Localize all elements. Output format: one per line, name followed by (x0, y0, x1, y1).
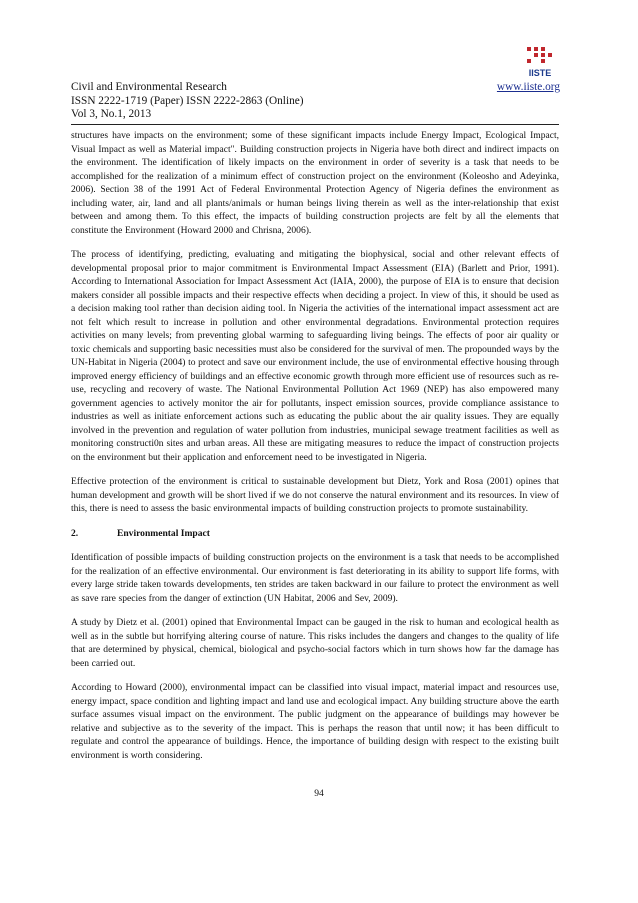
body-paragraph: Effective protection of the environment is critical to sustainable development but Dietz, York and Rosa (2001) opines that human development and growth will be short lived if we do not conserve the natural environment and its resources. In view of this, there is need to assess the basic environmental impacts of building construction projects to promote sustainability. (71, 476, 559, 514)
page-header (71, 81, 568, 122)
issn-line: ISSN 2222-1719 (Paper) ISSN 2222-2863 (Online) (71, 94, 304, 107)
iiste-logo-icon (523, 45, 557, 79)
section-heading (71, 527, 559, 541)
body-paragraph: Identification of possible impacts of building construction projects on the environment is a task that needs to be accomplished for the realization of an effective environmental. Our environment is fast deteriorating in its ability to support life forms, with every large stride taken towards developments, ten strides are taken backward in our failure to protect the environment as well as save rare species from the danger of extinction (UN Habitat, 2006 and Sev, 2009). (71, 552, 559, 604)
journal-title: Civil and Environmental Research (71, 81, 227, 93)
body-paragraph: According to Howard (2000), environmental impact can be classified into visual impact, material impact and resources use, energy impact, space condition and lighting impact and land use and ecological impact. Any building structure above the earth surface assumes visual impact on the environment. The public judgment on the appearance of buildings may however be relative and subjective as to the severity of the impact. This is perhaps the reason that until now; it has been difficult to regulate and control the appearance of buildings. Hence, the importance of building design with respect to the existing built environment is worth considering. (71, 682, 559, 761)
body-paragraph: structures have impacts on the environment; some of these significant impacts include Energy Impact, Ecological Impact, Visual Impact as well as Material impact". Building construction projects in Nigeria have both direct and indirect impacts on the environment. The identification of likely impacts on the environment in order of severity is a task that needs to be accomplished for the realization of a minimum effect of construction project on the environment (Koleosho and Adeyinka, 2006). Section 38 of the 1991 Act of Federal Environmental Protection Agency of Nigeria defines the environment as including water, air, land and all plants/animals or human beings living therein as well as the inter-relationship that exist between and among them. To this effect, the impacts of building construction projects are felt by all the elements that constitute the Environment (Howard 2000 and Chrisna, 2006). (71, 130, 559, 236)
body-paragraph: A study by Dietz et al. (2001) opined that Environmental Impact can be gauged in the risk to human and ecological health as well as in the subtle but horrifying altering course of nature. This risks includes the dangers and changes to the quality of life that are determined by physical, chemical, biological and psycho-social factors which in turn shows how far the damage has been carried out. (71, 617, 559, 669)
header-rule (71, 124, 559, 125)
logo-text: IISTE (528, 68, 552, 78)
article-body (71, 129, 559, 773)
volume-line: Vol 3, No.1, 2013 (71, 108, 152, 121)
body-paragraph: The process of identifying, predicting, evaluating and mitigating the biophysical, social and other relevant effects of developmental proposal prior to major commitment is Environmental Impact Assessment (EIA) (Barlett and Prior, 1991). According to International Association for Impact Assessment Act (IAIA, 2000), the purpose of EIA is to ensure that decision makers consider all possible impacts and their respective effects when deciding a project. In view of this, it should be used as a decision making tool rather than decision aiding tool. In Nigeria the activities of the international impact assessment act are not felt which result to increase in pollution and other environmental degradations. Environmental protection requires activities on many levels; from preventing global warming to safeguarding living beings. The effects of poor air quality or toxic chemicals and supporting basic necessities must also be considered for the survival of men. The propounded ways by the UN-Habitat in Nigeria (2004) to protect and save our environment include, the use of environmental effective housing through improved energy efficiency of buildings and an effective economic growth through more efficient use of resources such as re-use, recycling and recovery of waste. The National Environmental Pollution Act 1969 (NEP) has also empowered many government agencies to actively monitor the air for pollutants, inspect emission sources, provide compliance assistance to industries as well as initiate enforcement actions such as educating the public about the air quality issues. They are equally involved in the prevention and regulation of water pollution from industries, municipal sewage treatment facilities as well as monitoring constructi0n sites and urban areas. All these are mitigating measures to reduce the impact of construction projects on the environment but their application and enforcement need to be investigated in Nigeria. (71, 249, 559, 463)
section-title: Environmental Impact (117, 527, 210, 539)
section-number: 2. (71, 527, 79, 539)
page-number: 94 (314, 788, 324, 799)
journal-url-link[interactable]: www.iiste.org (496, 81, 560, 93)
